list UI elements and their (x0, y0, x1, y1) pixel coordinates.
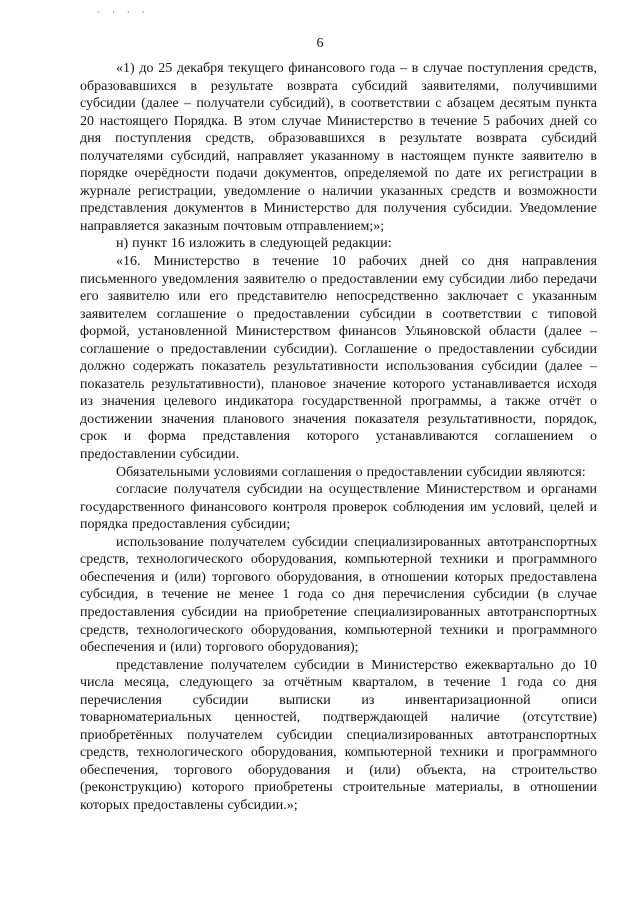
paragraph-condition-consent: согласие получателя субсидии на осуществление Министерством и органами государственного финансового контроля проверок соблюдения им условий, целей и порядка предоставления субсидии; (80, 482, 597, 533)
document-body (80, 60, 597, 815)
scan-artifact-mark: · · · · (96, 8, 148, 18)
paragraph-mandatory-conditions: Обязательными условиями соглашения о предоставлении субсидии являются: (116, 464, 586, 480)
paragraph-condition-usage: использование получателем субсидии специализированных автотранспортных средств, технологического оборудования, компьютерной техники и программного обеспечения и (или) торгового оборудования, в отношении которых предоставлена субсидия, в течение не менее 1 года со дня перечисления субсидии (в случае предоставления субсидии на приобретение специализированных автотранспортных средств, технологического оборудования, компьютерной техники и программного обеспечения и (или) торгового оборудования); (80, 534, 597, 656)
page-number: 6 (316, 36, 324, 51)
paragraph-condition-reporting: представление получателем субсидии в Министерство ежеквартально до 10 числа месяца, следующего за отчётным кварталом, в течение 1 года со дня перечисления субсидии выписки из инвентаризационной описи товарноматериальных ценностей, подтверждающей наличие (отсутствие) приобретённых получателем субсидии специализированных автотранспортных средств, технологического оборудования, компьютерной техники и программного обеспечения, торгового оборудования и (или) объекта, на строительство (реконструкцию) которого приобретены строительные материалы, в отношении которых предоставлены субсидии.»; (80, 657, 597, 813)
paragraph-amendment-point-16: н) пункт 16 изложить в следующей редакции: (116, 236, 392, 252)
paragraph-point-16-text: «16. Министерство в течение 10 рабочих дней со дня направления письменного уведомления заявителю о предоставлении ему субсидии либо передачи его заявителю или его представителю непосредственно заключает с указанным заявителем соглашение о предоставлении субсидии в соответствии с типовой формой, установленной Министерством финансов Ульяновской области (далее – соглашение о предоставлении субсидии). Соглашение о предоставлении субсидии должно содержать показатель результативности использования субсидии (далее – показатель результативности), плановое значение которого устанавливается исходя из значения целевого индикатора государственной программы, а также отчёт о достижении значения планового значения показателя результативности, порядок, срок и форма представления которого устанавливаются соглашением о предоставлении субсидии. (80, 254, 597, 463)
paragraph-item-1-deadline: «1) до 25 декабря текущего финансового года – в случае поступления средств, образовавшихся в результате возврата субсидий заявителями, получившими субсидии (далее – получатели субсидий), в соответствии с абзацем десятым пункта 20 настоящего Порядка. В этом случае Министерство в течение 5 рабочих дней со дня поступления средств, образовавшихся в результате возврата субсидий получателями субсидий, направляет указанному в настоящем пункте заявителю в порядке очерёдности подачи документов, определяемой по дате их регистрации в журнале регистрации, уведомление о наличии указанных средств и возможности представления документов в Министерство для получения субсидии. Уведомление направляется заказным почтовым отправлением;»; (80, 61, 597, 234)
